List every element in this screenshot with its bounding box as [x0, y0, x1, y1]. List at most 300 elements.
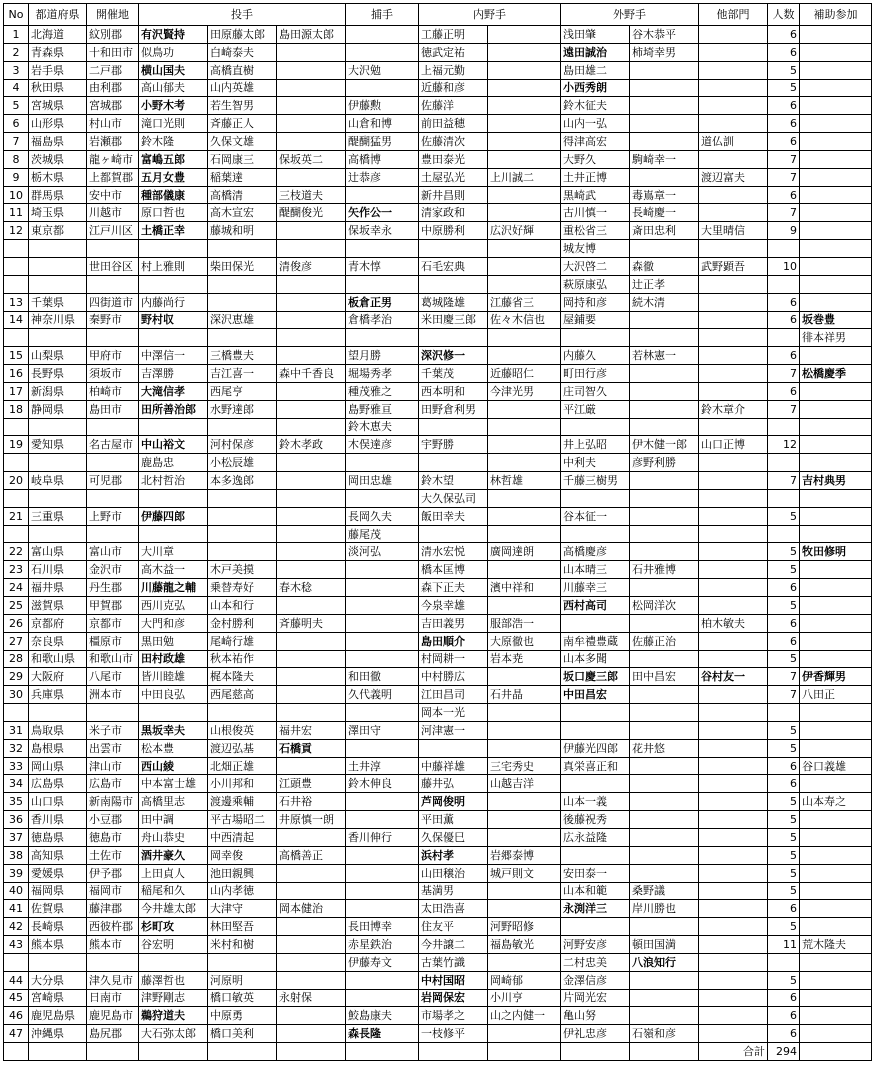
cell-infielder-1: 上福元勤 [419, 61, 488, 79]
cell-outfielder-1 [561, 329, 630, 347]
header-infielder: 内野手 [419, 4, 561, 26]
cell-outfielder-1: 山本多聞 [561, 650, 630, 668]
cell-prefecture [29, 257, 87, 275]
cell-pitcher-2: 高橋清 [208, 186, 277, 204]
cell-other [699, 561, 768, 579]
cell-catcher [346, 79, 419, 97]
cell-venue: 富山市 [87, 543, 139, 561]
cell-pitcher-3 [277, 739, 346, 757]
cell-pitcher-3 [277, 1007, 346, 1025]
cell-pitcher-3 [277, 61, 346, 79]
cell-count [768, 454, 800, 472]
cell-catcher [346, 26, 419, 44]
cell-pitcher-2: 中西清起 [208, 828, 277, 846]
cell-venue: 日南市 [87, 989, 139, 1007]
cell-infielder-2: 山越吉洋 [488, 775, 561, 793]
cell-infielder-1 [419, 971, 488, 989]
cell-pitcher-1 [139, 489, 208, 507]
cell-support [800, 971, 872, 989]
cell-prefecture: 山形県 [29, 115, 87, 133]
cell-outfielder-2 [630, 97, 699, 115]
cell-venue [87, 704, 139, 722]
table-row [4, 989, 872, 1007]
cell-support [800, 668, 872, 686]
cell-other: 道仏訓 [699, 133, 768, 151]
cell-outfielder-1: 町田行彦 [561, 365, 630, 383]
cell-outfielder-1: 土井正博 [561, 168, 630, 186]
cell-other [699, 900, 768, 918]
cell-pitcher-1: 田中調 [139, 811, 208, 829]
cell-count: 6 [768, 26, 800, 44]
cell-support [800, 186, 872, 204]
cell-venue: 小豆郡 [87, 811, 139, 829]
cell-catcher: 長岡久夫 [346, 507, 419, 525]
cell-catcher: 岡田忠雄 [346, 472, 419, 490]
cell-count: 5 [768, 79, 800, 97]
cell-outfielder-2 [630, 1043, 699, 1061]
cell-catcher [346, 43, 419, 61]
cell-count: 6 [768, 989, 800, 1007]
cell-support [800, 454, 872, 472]
cell-other [699, 26, 768, 44]
cell-no [4, 1043, 29, 1061]
cell-pitcher-2: 藤城和明 [208, 222, 277, 240]
cell-infielder-2 [488, 1025, 561, 1043]
cell-prefecture: 千葉県 [29, 293, 87, 311]
cell-outfielder-1 [561, 597, 630, 615]
cell-infielder-1: 佐藤清次 [419, 133, 488, 151]
cell-venue: 徳島市 [87, 828, 139, 846]
cell-pitcher-1: 吉澤勝 [139, 365, 208, 383]
cell-pitcher-2: 吉江喜一 [208, 365, 277, 383]
cell-other [699, 204, 768, 222]
cell-support [800, 721, 872, 739]
cell-outfielder-2: 森徹 [630, 257, 699, 275]
cell-pitcher-3 [277, 864, 346, 882]
cell-prefecture [29, 454, 87, 472]
cell-infielder-1: 河津憲一 [419, 721, 488, 739]
cell-outfielder-1: 山本和範 [561, 882, 630, 900]
cell-infielder-1: 宇野勝 [419, 436, 488, 454]
cell-pitcher-2: 西尾亨 [208, 382, 277, 400]
cell-prefecture: 奈良県 [29, 632, 87, 650]
cell-infielder-2: 今津光男 [488, 382, 561, 400]
cell-outfielder-2: 岸川勝也 [630, 900, 699, 918]
cell-other [699, 828, 768, 846]
cell-other [699, 775, 768, 793]
table-row [4, 311, 872, 329]
cell-no [4, 953, 29, 971]
table-row [4, 614, 872, 632]
cell-pitcher-1: 舟山恭史 [139, 828, 208, 846]
cell-catcher: 鈴木伸良 [346, 775, 419, 793]
cell-outfielder-1 [561, 775, 630, 793]
cell-pitcher-2: 若生智男 [208, 97, 277, 115]
cell-pitcher-3: 島田源太郎 [277, 26, 346, 44]
table-row [4, 347, 872, 365]
cell-prefecture: 東京都 [29, 222, 87, 240]
table-row [4, 472, 872, 490]
cell-outfielder-2 [630, 828, 699, 846]
cell-no: 32 [4, 739, 29, 757]
cell-other [699, 454, 768, 472]
cell-support [800, 222, 872, 240]
cell-prefecture: 茨城県 [29, 150, 87, 168]
bold-name: 伊香輝男 [802, 670, 846, 684]
bold-name: 芦岡俊明 [421, 795, 465, 809]
cell-support [800, 811, 872, 829]
cell-venue: 丹生郡 [87, 579, 139, 597]
cell-venue: 柏崎市 [87, 382, 139, 400]
cell-outfielder-2: 若林憲一 [630, 347, 699, 365]
cell-catcher: 木俣達彦 [346, 436, 419, 454]
bold-name: 永渕洋三 [563, 902, 607, 916]
cell-outfielder-2: 柿埼幸男 [630, 43, 699, 61]
bold-name: 谷村友一 [701, 670, 745, 684]
cell-no: 39 [4, 864, 29, 882]
cell-no [4, 489, 29, 507]
bold-name: 岩岡保宏 [421, 991, 465, 1005]
cell-count: 5 [768, 811, 800, 829]
table-row [4, 793, 872, 811]
cell-no: 40 [4, 882, 29, 900]
table-row [4, 953, 872, 971]
cell-venue: 福岡市 [87, 882, 139, 900]
cell-infielder-2: 江藤省三 [488, 293, 561, 311]
cell-pitcher-3 [277, 311, 346, 329]
cell-no: 16 [4, 365, 29, 383]
bold-name: 深沢修一 [421, 349, 465, 363]
cell-catcher [346, 650, 419, 668]
cell-pitcher-3: 斉藤明夫 [277, 614, 346, 632]
table-row [4, 293, 872, 311]
cell-outfielder-2 [630, 507, 699, 525]
cell-infielder-1: 住友平 [419, 918, 488, 936]
header-count: 人数 [768, 4, 800, 26]
cell-outfielder-2 [630, 365, 699, 383]
cell-catcher [346, 186, 419, 204]
cell-prefecture: 新潟県 [29, 382, 87, 400]
table-row [4, 61, 872, 79]
cell-outfielder-2 [630, 579, 699, 597]
cell-pitcher-1 [139, 418, 208, 436]
cell-count: 6 [768, 43, 800, 61]
cell-count: 5 [768, 561, 800, 579]
cell-catcher: 和田徹 [346, 668, 419, 686]
cell-support [800, 418, 872, 436]
cell-pitcher-2: 石岡康三 [208, 150, 277, 168]
cell-no: 26 [4, 614, 29, 632]
cell-infielder-1: 鈴木望 [419, 472, 488, 490]
cell-outfielder-2 [630, 686, 699, 704]
cell-venue: 龍ヶ崎市 [87, 150, 139, 168]
bold-name: 横山国夫 [141, 63, 185, 77]
bold-name: 大滝信孝 [141, 384, 185, 398]
table-row [4, 489, 872, 507]
cell-support [800, 507, 872, 525]
cell-catcher: 澤田守 [346, 721, 419, 739]
cell-pitcher-3 [277, 757, 346, 775]
cell-outfielder-2: 斎田忠利 [630, 222, 699, 240]
table-row [4, 418, 872, 436]
cell-support [800, 579, 872, 597]
cell-pitcher-3 [277, 168, 346, 186]
cell-count: 5 [768, 793, 800, 811]
table-row [4, 1043, 872, 1061]
cell-pitcher-1 [139, 168, 208, 186]
cell-infielder-1 [419, 347, 488, 365]
cell-support [800, 293, 872, 311]
cell-pitcher-1: 滝口光則 [139, 115, 208, 133]
cell-support [800, 311, 872, 329]
cell-venue: 橿原市 [87, 632, 139, 650]
cell-support [800, 43, 872, 61]
cell-outfielder-2 [630, 133, 699, 151]
cell-outfielder-2 [630, 650, 699, 668]
cell-outfielder-2: 長崎慶一 [630, 204, 699, 222]
cell-pitcher-1: 稲尾和久 [139, 882, 208, 900]
cell-pitcher-2: 田原藤太郎 [208, 26, 277, 44]
cell-support [800, 133, 872, 151]
cell-outfielder-2 [630, 79, 699, 97]
cell-catcher: 藤尾茂 [346, 525, 419, 543]
cell-outfielder-2: 花井悠 [630, 739, 699, 757]
cell-pitcher-3 [277, 329, 346, 347]
cell-count: 7 [768, 472, 800, 490]
cell-pitcher-3 [277, 650, 346, 668]
cell-no: 37 [4, 828, 29, 846]
cell-catcher: 赤星鉄治 [346, 936, 419, 954]
cell-outfielder-2 [630, 757, 699, 775]
header-catcher: 捕手 [346, 4, 419, 26]
cell-infielder-2 [488, 828, 561, 846]
cell-support [800, 704, 872, 722]
cell-count: 7 [768, 150, 800, 168]
cell-no: 21 [4, 507, 29, 525]
cell-pitcher-3 [277, 882, 346, 900]
cell-infielder-2 [488, 240, 561, 258]
cell-prefecture: 山梨県 [29, 347, 87, 365]
cell-support [800, 168, 872, 186]
cell-venue: 藤津郡 [87, 900, 139, 918]
cell-count: 6 [768, 186, 800, 204]
cell-prefecture: 島根県 [29, 739, 87, 757]
cell-no: 2 [4, 43, 29, 61]
cell-pitcher-2 [208, 489, 277, 507]
cell-infielder-1: 清水宏悦 [419, 543, 488, 561]
cell-other [699, 864, 768, 882]
cell-pitcher-3 [277, 400, 346, 418]
table-row [4, 436, 872, 454]
cell-outfielder-2: 谷木恭平 [630, 26, 699, 44]
cell-pitcher-3: 石井裕 [277, 793, 346, 811]
cell-pitcher-1 [139, 150, 208, 168]
cell-other: 鈴木章介 [699, 400, 768, 418]
bold-name: 田所善治郎 [141, 402, 196, 416]
cell-count: 12 [768, 436, 800, 454]
cell-outfielder-1: 伊藤光四郎 [561, 739, 630, 757]
cell-other [699, 311, 768, 329]
cell-outfielder-2 [630, 115, 699, 133]
cell-prefecture: 青森県 [29, 43, 87, 61]
cell-pitcher-2: 河原明 [208, 971, 277, 989]
cell-catcher [346, 1025, 419, 1043]
cell-infielder-2 [488, 43, 561, 61]
cell-outfielder-1: 高橋慶彦 [561, 543, 630, 561]
bold-name: 土橋正幸 [141, 224, 185, 238]
cell-pitcher-1: 原口哲也 [139, 204, 208, 222]
cell-pitcher-1 [139, 311, 208, 329]
cell-support: 山本寿之 [800, 793, 872, 811]
cell-count: 5 [768, 507, 800, 525]
cell-pitcher-3: 江頭豊 [277, 775, 346, 793]
cell-pitcher-1: 上田貞人 [139, 864, 208, 882]
cell-infielder-1 [419, 454, 488, 472]
cell-pitcher-2 [208, 293, 277, 311]
cell-other [699, 579, 768, 597]
cell-infielder-1: 葛城隆雄 [419, 293, 488, 311]
cell-infielder-1: 森下正夫 [419, 579, 488, 597]
cell-prefecture: 鹿児島県 [29, 1007, 87, 1025]
cell-support [800, 918, 872, 936]
cell-infielder-1: 橋本匡博 [419, 561, 488, 579]
cell-catcher: 土井淳 [346, 757, 419, 775]
cell-support [800, 79, 872, 97]
bold-name: 坂口慶三郎 [563, 670, 618, 684]
cell-other [699, 1007, 768, 1025]
cell-venue: 和歌山市 [87, 650, 139, 668]
cell-other [699, 757, 768, 775]
cell-outfielder-1: 安田泰一 [561, 864, 630, 882]
cell-infielder-1: 中村勝広 [419, 668, 488, 686]
cell-support [800, 275, 872, 293]
cell-support [800, 989, 872, 1007]
bold-name: 種部儀康 [141, 188, 185, 202]
cell-infielder-2 [488, 418, 561, 436]
cell-infielder-2 [488, 811, 561, 829]
cell-prefecture: 福井県 [29, 579, 87, 597]
cell-infielder-2: 佐々木信也 [488, 311, 561, 329]
cell-pitcher-1 [139, 507, 208, 525]
header-other: 他部門 [699, 4, 768, 26]
cell-support [800, 775, 872, 793]
cell-infielder-1: 基満男 [419, 882, 488, 900]
cell-other: 山口正博 [699, 436, 768, 454]
cell-infielder-2 [488, 186, 561, 204]
cell-prefecture: 福島県 [29, 133, 87, 151]
cell-infielder-1: 古葉竹識 [419, 953, 488, 971]
cell-no: 13 [4, 293, 29, 311]
header-support: 補助参加 [800, 4, 872, 26]
cell-outfielder-1: 千藤三樹男 [561, 472, 630, 490]
cell-outfielder-2 [630, 400, 699, 418]
cell-count: 6 [768, 775, 800, 793]
cell-outfielder-1: 得津高宏 [561, 133, 630, 151]
cell-pitcher-2: 河村保彦 [208, 436, 277, 454]
table-row [4, 936, 872, 954]
cell-other: 渡辺富夫 [699, 168, 768, 186]
cell-infielder-1 [419, 632, 488, 650]
cell-count [768, 240, 800, 258]
bold-name: 田村政雄 [141, 652, 185, 666]
table-row [4, 561, 872, 579]
cell-other [699, 150, 768, 168]
cell-other [699, 275, 768, 293]
cell-infielder-2 [488, 668, 561, 686]
cell-support [800, 61, 872, 79]
cell-pitcher-2 [208, 953, 277, 971]
cell-prefecture: 香川県 [29, 811, 87, 829]
cell-count [768, 275, 800, 293]
cell-support: 八田正 [800, 686, 872, 704]
cell-no: 34 [4, 775, 29, 793]
cell-count: 6 [768, 757, 800, 775]
cell-pitcher-1 [139, 61, 208, 79]
cell-outfielder-1: 金澤信彦 [561, 971, 630, 989]
cell-outfielder-2 [630, 311, 699, 329]
cell-other [699, 329, 768, 347]
cell-catcher: 辻恭彦 [346, 168, 419, 186]
cell-pitcher-1: 鈴木隆 [139, 133, 208, 151]
bold-name: 富嶋五郎 [141, 152, 185, 166]
cell-count [768, 704, 800, 722]
cell-catcher: 長田博幸 [346, 918, 419, 936]
cell-other [699, 971, 768, 989]
cell-no: 5 [4, 97, 29, 115]
cell-outfielder-1: 重松省三 [561, 222, 630, 240]
cell-support [800, 739, 872, 757]
cell-other [699, 418, 768, 436]
table-row [4, 43, 872, 61]
cell-outfielder-1: 城友博 [561, 240, 630, 258]
cell-prefecture [29, 329, 87, 347]
cell-outfielder-1: 庄司智久 [561, 382, 630, 400]
cell-outfielder-2 [630, 775, 699, 793]
cell-count: 5 [768, 828, 800, 846]
cell-venue: 京都市 [87, 614, 139, 632]
table-row [4, 900, 872, 918]
cell-outfielder-2 [630, 918, 699, 936]
cell-pitcher-3: 三枝道夫 [277, 186, 346, 204]
cell-pitcher-1 [139, 1007, 208, 1025]
cell-infielder-2: 山之内健一 [488, 1007, 561, 1025]
cell-other [699, 525, 768, 543]
cell-pitcher-3: 福井宏 [277, 721, 346, 739]
cell-outfielder-1 [561, 668, 630, 686]
cell-infielder-2: 河野昭修 [488, 918, 561, 936]
cell-venue: 紋別郡 [87, 26, 139, 44]
cell-prefecture: 栃木県 [29, 168, 87, 186]
cell-outfielder-1 [561, 489, 630, 507]
cell-no: 47 [4, 1025, 29, 1043]
cell-catcher [346, 793, 419, 811]
cell-infielder-1: 藤井弘 [419, 775, 488, 793]
cell-prefecture: 大阪府 [29, 668, 87, 686]
cell-infielder-1: 西本明和 [419, 382, 488, 400]
cell-infielder-2 [488, 115, 561, 133]
bold-name: 五月女豊 [141, 170, 185, 184]
cell-pitcher-1 [139, 240, 208, 258]
cell-outfielder-2 [630, 793, 699, 811]
bold-name: 西山綾 [141, 759, 174, 773]
cell-infielder-2: 石井晶 [488, 686, 561, 704]
cell-catcher: 淡河弘 [346, 543, 419, 561]
cell-pitcher-3: 清俊彦 [277, 257, 346, 275]
cell-count [768, 489, 800, 507]
cell-support [800, 436, 872, 454]
cell-pitcher-1: 中田良弘 [139, 686, 208, 704]
cell-pitcher-2: 大津守 [208, 900, 277, 918]
